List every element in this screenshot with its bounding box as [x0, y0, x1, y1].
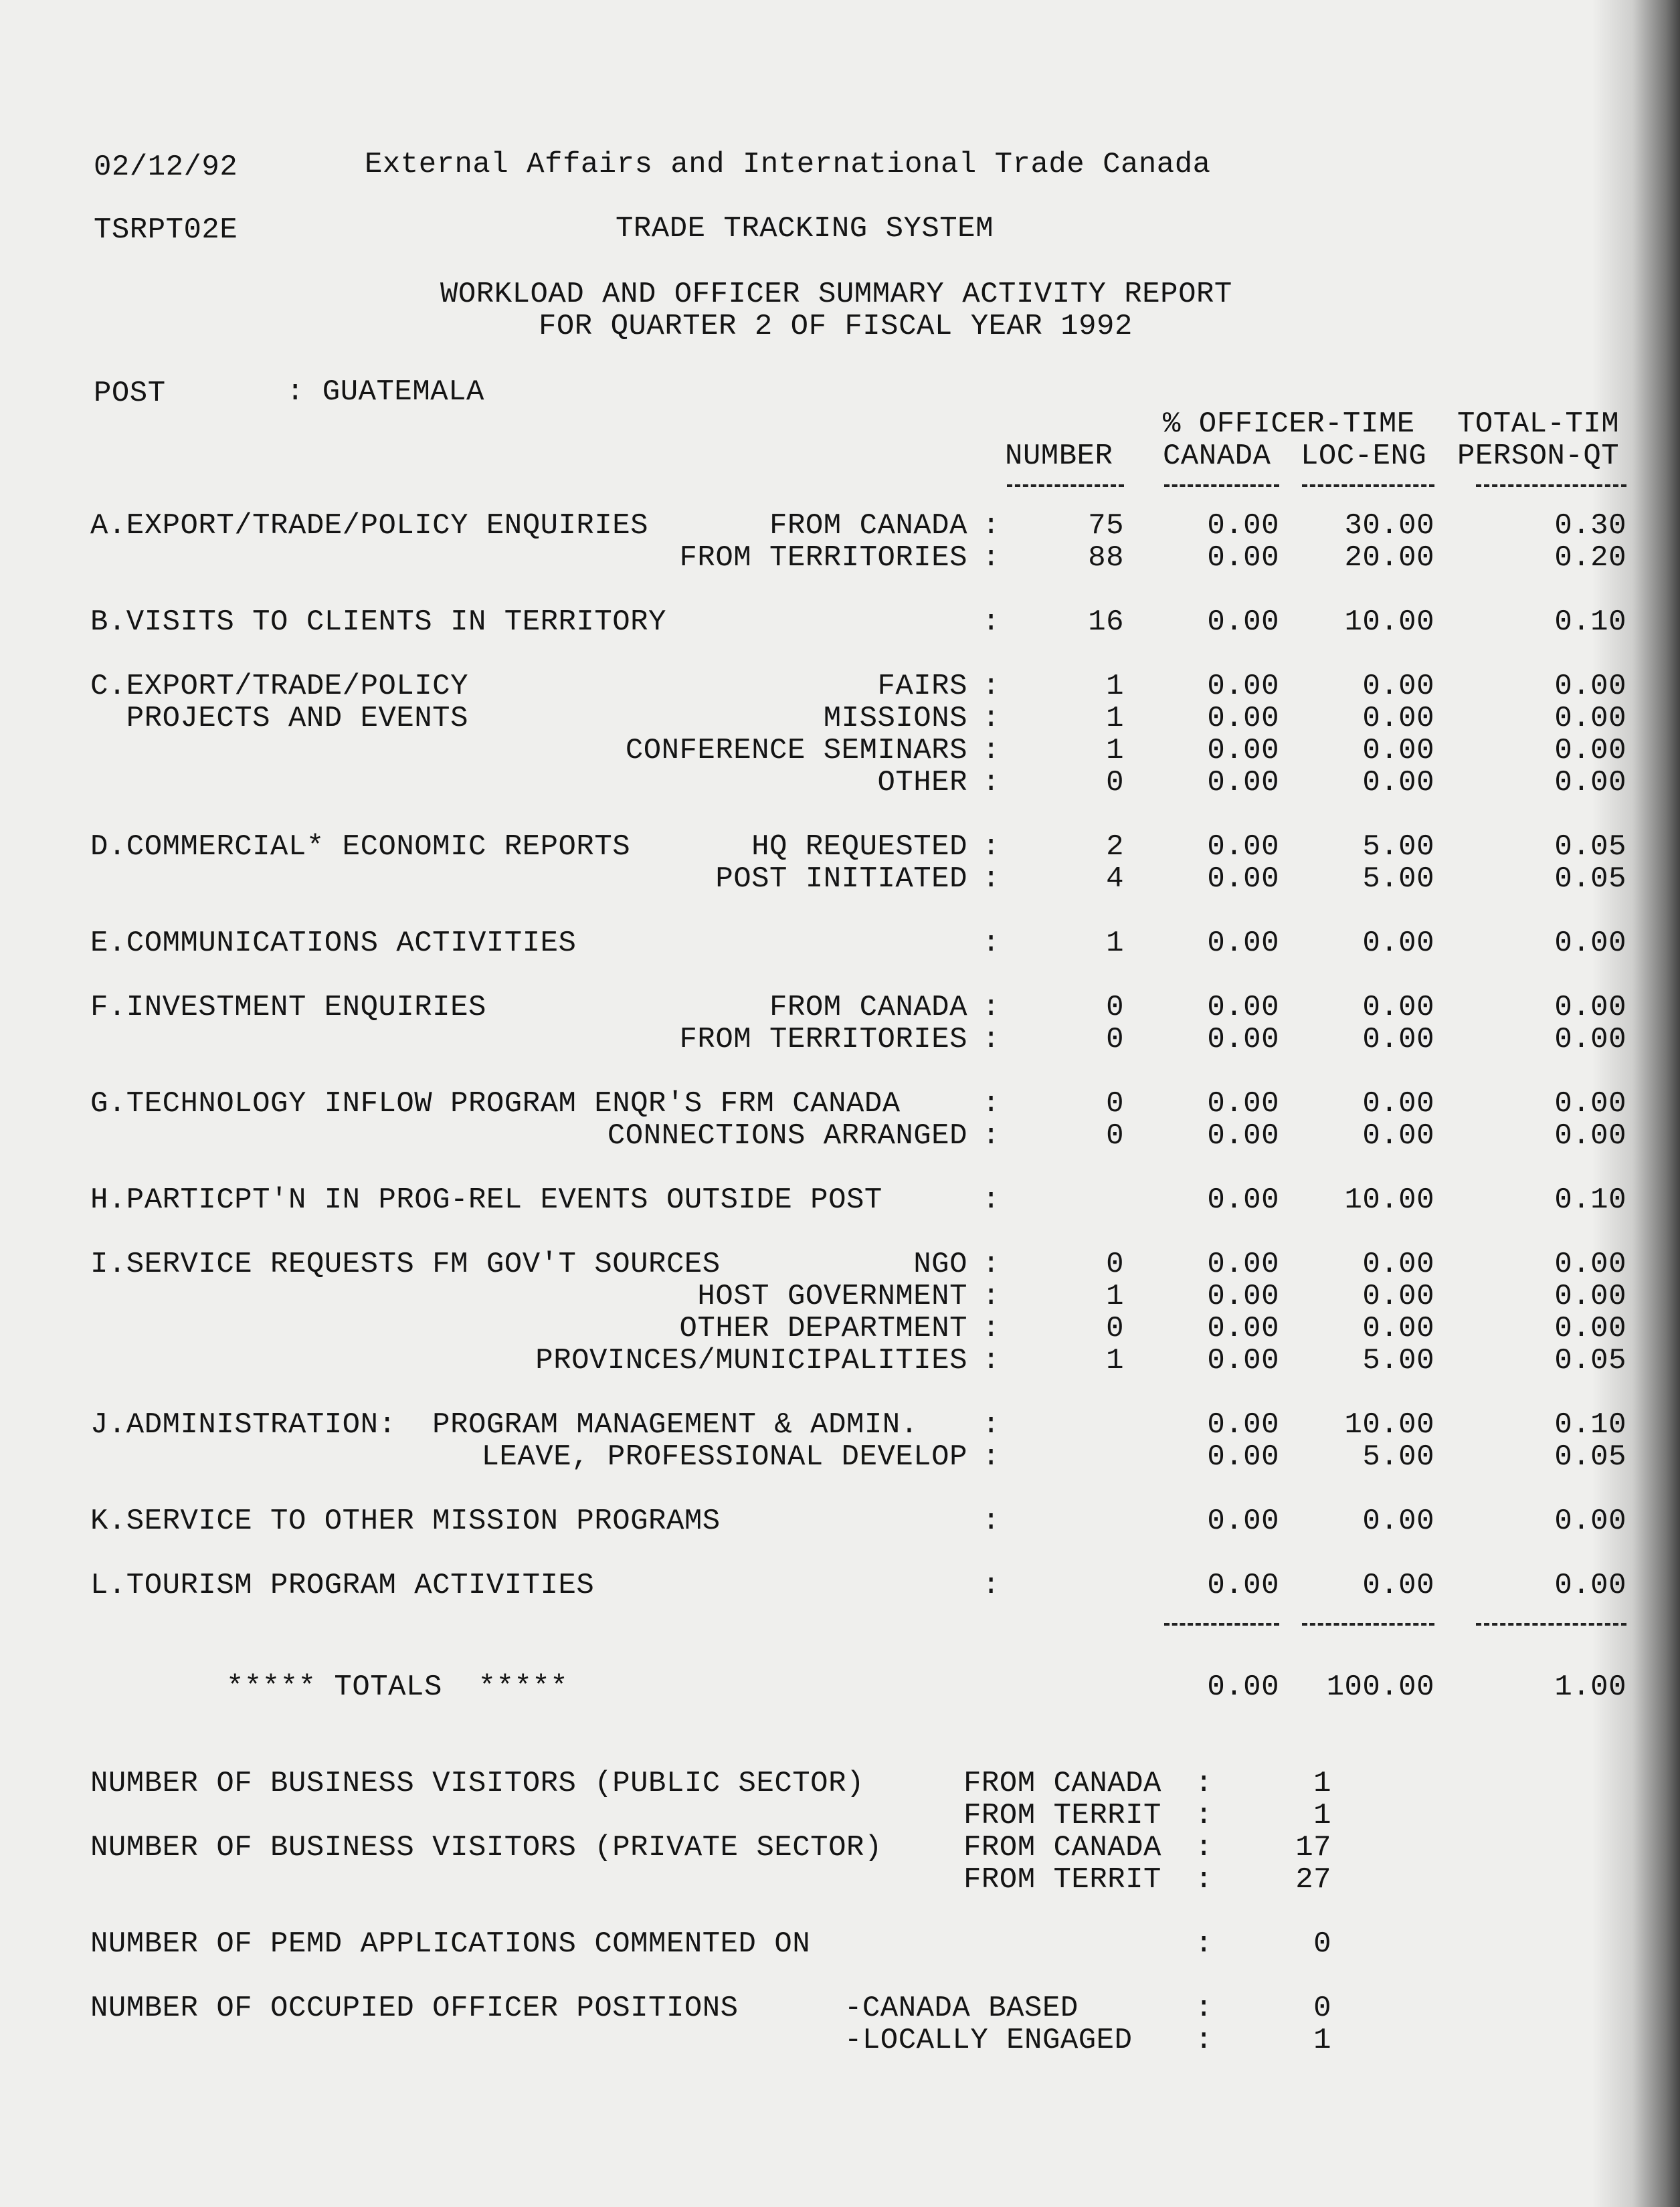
row-colon: : [982, 1023, 1000, 1056]
totals-label: ***** TOTALS ***** [226, 1670, 569, 1704]
row-number: 0 [1106, 766, 1124, 799]
row-colon: : [982, 1505, 1000, 1538]
row-sublabel: PROVINCES/MUNICIPALITIES [535, 1344, 967, 1377]
row-loc-eng: 0.00 [1362, 1119, 1434, 1153]
row-loc-eng: 0.00 [1362, 734, 1434, 767]
footer-value: 1 [1313, 1767, 1331, 1800]
row-person-qt: 0.00 [1554, 1280, 1626, 1313]
row-canada: 0.00 [1207, 509, 1279, 543]
row-person-qt: 0.00 [1554, 1248, 1626, 1281]
row-loc-eng: 0.00 [1362, 1505, 1434, 1538]
footer-colon: : [1195, 1927, 1213, 1961]
row-loc-eng: 0.00 [1362, 1312, 1434, 1345]
system-name: TRADE TRACKING SYSTEM [616, 212, 994, 246]
row-loc-eng: 5.00 [1362, 830, 1434, 864]
totals-separator [1302, 1623, 1434, 1626]
row-canada: 0.00 [1207, 1087, 1279, 1121]
row-sublabel: FROM CANADA [769, 509, 967, 543]
row-label: G.TECHNOLOGY INFLOW PROGRAM ENQR'S FRM CANADA [90, 1087, 901, 1121]
row-person-qt: 0.00 [1554, 1023, 1626, 1056]
row-person-qt: 0.00 [1554, 1569, 1626, 1602]
footer-value: 17 [1295, 1831, 1331, 1864]
row-sublabel: MISSIONS [823, 702, 967, 735]
footer-colon: : [1195, 1799, 1213, 1832]
row-loc-eng: 0.00 [1362, 1023, 1434, 1056]
row-label: L.TOURISM PROGRAM ACTIVITIES [90, 1569, 595, 1602]
column-separator [1007, 484, 1124, 487]
row-canada: 0.00 [1207, 1408, 1279, 1442]
row-canada: 0.00 [1207, 1119, 1279, 1153]
row-loc-eng: 0.00 [1362, 1569, 1434, 1602]
row-label: H.PARTICPT'N IN PROG-REL EVENTS OUTSIDE POST [90, 1183, 882, 1217]
report-title: WORKLOAD AND OFFICER SUMMARY ACTIVITY REPORT [440, 278, 1232, 311]
row-loc-eng: 0.00 [1362, 702, 1434, 735]
row-colon: : [982, 862, 1000, 896]
row-person-qt: 0.00 [1554, 1312, 1626, 1345]
row-label: K.SERVICE TO OTHER MISSION PROGRAMS [90, 1505, 721, 1538]
row-loc-eng: 30.00 [1344, 509, 1434, 543]
footer-colon: : [1195, 1767, 1213, 1800]
row-person-qt: 0.30 [1554, 509, 1626, 543]
footer-colon: : [1195, 2024, 1213, 2057]
post-value: : GUATEMALA [286, 375, 484, 409]
row-colon: : [982, 1119, 1000, 1153]
row-number: 0 [1106, 1023, 1124, 1056]
row-colon: : [982, 1280, 1000, 1313]
row-colon: : [982, 1087, 1000, 1121]
row-colon: : [982, 734, 1000, 767]
row-colon: : [982, 1344, 1000, 1377]
column-canada: CANADA [1163, 440, 1271, 473]
footer-value: 27 [1295, 1863, 1331, 1897]
row-person-qt: 0.10 [1554, 605, 1626, 639]
row-colon: : [982, 927, 1000, 960]
row-loc-eng: 10.00 [1344, 1183, 1434, 1217]
row-number: 75 [1088, 509, 1124, 543]
row-loc-eng: 5.00 [1362, 862, 1434, 896]
row-sublabel: CONNECTIONS ARRANGED [607, 1119, 967, 1153]
row-canada: 0.00 [1207, 766, 1279, 799]
row-sublabel: LEAVE, PROFESSIONAL DEVELOP [481, 1440, 967, 1474]
row-canada: 0.00 [1207, 702, 1279, 735]
row-number: 0 [1106, 991, 1124, 1024]
row-sublabel: OTHER [877, 766, 967, 799]
footer-colon: : [1195, 1863, 1213, 1897]
row-canada: 0.00 [1207, 734, 1279, 767]
footer-sublabel: -CANADA BASED [844, 1992, 1079, 2025]
row-number: 0 [1106, 1248, 1124, 1281]
totals-separator [1164, 1623, 1279, 1626]
row-colon: : [982, 1440, 1000, 1474]
row-sublabel: FROM TERRITORIES [679, 1023, 967, 1056]
row-label: C.EXPORT/TRADE/POLICY [90, 670, 468, 703]
row-person-qt: 0.10 [1554, 1183, 1626, 1217]
row-label: PROJECTS AND EVENTS [90, 702, 468, 735]
totals-person-qt: 1.00 [1554, 1670, 1626, 1704]
row-canada: 0.00 [1207, 1183, 1279, 1217]
row-colon: : [982, 991, 1000, 1024]
footer-sublabel: -LOCALLY ENGAGED [844, 2024, 1133, 2057]
row-sublabel: HQ REQUESTED [751, 830, 967, 864]
row-number: 1 [1106, 670, 1124, 703]
row-person-qt: 0.05 [1554, 1344, 1626, 1377]
column-number: NUMBER [1005, 440, 1113, 473]
row-canada: 0.00 [1207, 1023, 1279, 1056]
column-separator [1476, 484, 1626, 487]
row-colon: : [982, 1408, 1000, 1442]
row-colon: : [982, 605, 1000, 639]
row-sublabel: OTHER DEPARTMENT [679, 1312, 967, 1345]
report-id: TSRPT02E [94, 213, 238, 247]
row-person-qt: 0.00 [1554, 734, 1626, 767]
row-number: 1 [1106, 1280, 1124, 1313]
footer-sublabel: FROM TERRIT [963, 1799, 1161, 1832]
footer-label: NUMBER OF PEMD APPLICATIONS COMMENTED ON [90, 1927, 811, 1961]
footer-value: 0 [1313, 1992, 1331, 2025]
row-sublabel: HOST GOVERNMENT [697, 1280, 967, 1313]
row-person-qt: 0.00 [1554, 991, 1626, 1024]
row-person-qt: 0.05 [1554, 862, 1626, 896]
row-person-qt: 0.05 [1554, 830, 1626, 864]
footer-label: NUMBER OF OCCUPIED OFFICER POSITIONS [90, 1992, 739, 2025]
row-number: 2 [1106, 830, 1124, 864]
row-label: J.ADMINISTRATION: PROGRAM MANAGEMENT & ADMIN. [90, 1408, 919, 1442]
row-canada: 0.00 [1207, 670, 1279, 703]
row-number: 16 [1088, 605, 1124, 639]
row-canada: 0.00 [1207, 862, 1279, 896]
row-sublabel: FAIRS [877, 670, 967, 703]
footer-value: 0 [1313, 1927, 1331, 1961]
row-loc-eng: 0.00 [1362, 927, 1434, 960]
footer-sublabel: FROM CANADA [963, 1831, 1161, 1864]
footer-label: NUMBER OF BUSINESS VISITORS (PRIVATE SECTOR) [90, 1831, 882, 1864]
row-canada: 0.00 [1207, 927, 1279, 960]
row-loc-eng: 0.00 [1362, 670, 1434, 703]
row-loc-eng: 0.00 [1362, 1087, 1434, 1121]
row-number: 0 [1106, 1312, 1124, 1345]
row-canada: 0.00 [1207, 1505, 1279, 1538]
row-sublabel: FROM CANADA [769, 991, 967, 1024]
row-number: 4 [1106, 862, 1124, 896]
row-canada: 0.00 [1207, 1280, 1279, 1313]
row-loc-eng: 0.00 [1362, 1248, 1434, 1281]
row-person-qt: 0.20 [1554, 541, 1626, 575]
row-person-qt: 0.00 [1554, 1119, 1626, 1153]
row-colon: : [982, 702, 1000, 735]
column-group-total-time: TOTAL-TIM [1457, 407, 1620, 441]
row-loc-eng: 20.00 [1344, 541, 1434, 575]
row-loc-eng: 0.00 [1362, 991, 1434, 1024]
footer-value: 1 [1313, 1799, 1331, 1832]
row-colon: : [982, 1183, 1000, 1217]
row-loc-eng: 0.00 [1362, 766, 1434, 799]
column-separator [1302, 484, 1434, 487]
row-canada: 0.00 [1207, 541, 1279, 575]
column-group-officer-time: % OFFICER-TIME [1163, 407, 1415, 441]
organization-name: External Affairs and International Trade Canada [365, 148, 1211, 181]
row-number: 1 [1106, 927, 1124, 960]
row-canada: 0.00 [1207, 1440, 1279, 1474]
footer-label: NUMBER OF BUSINESS VISITORS (PUBLIC SECTOR) [90, 1767, 864, 1800]
row-canada: 0.00 [1207, 605, 1279, 639]
row-number: 1 [1106, 1344, 1124, 1377]
row-canada: 0.00 [1207, 1312, 1279, 1345]
row-colon: : [982, 1248, 1000, 1281]
row-sublabel: POST INITIATED [715, 862, 967, 896]
row-colon: : [982, 541, 1000, 575]
row-person-qt: 0.00 [1554, 670, 1626, 703]
row-loc-eng: 5.00 [1362, 1344, 1434, 1377]
footer-sublabel: FROM CANADA [963, 1767, 1161, 1800]
row-colon: : [982, 1312, 1000, 1345]
report-subtitle: FOR QUARTER 2 OF FISCAL YEAR 1992 [539, 310, 1133, 343]
row-canada: 0.00 [1207, 1569, 1279, 1602]
row-colon: : [982, 509, 1000, 543]
column-loc-eng: LOC-ENG [1301, 440, 1427, 473]
row-label: A.EXPORT/TRADE/POLICY ENQUIRIES [90, 509, 649, 543]
row-person-qt: 0.00 [1554, 1505, 1626, 1538]
row-person-qt: 0.00 [1554, 702, 1626, 735]
row-colon: : [982, 1569, 1000, 1602]
row-canada: 0.00 [1207, 1344, 1279, 1377]
row-number: 1 [1106, 702, 1124, 735]
footer-colon: : [1195, 1831, 1213, 1864]
report-date: 02/12/92 [94, 151, 238, 184]
row-loc-eng: 0.00 [1362, 1280, 1434, 1313]
row-canada: 0.00 [1207, 991, 1279, 1024]
row-label: E.COMMUNICATIONS ACTIVITIES [90, 927, 577, 960]
row-loc-eng: 10.00 [1344, 1408, 1434, 1442]
row-colon: : [982, 830, 1000, 864]
row-sublabel: FROM TERRITORIES [679, 541, 967, 575]
row-loc-eng: 5.00 [1362, 1440, 1434, 1474]
column-person-qt: PERSON-QT [1457, 440, 1620, 473]
row-label: B.VISITS TO CLIENTS IN TERRITORY [90, 605, 666, 639]
row-sublabel: NGO [913, 1248, 967, 1281]
row-colon: : [982, 766, 1000, 799]
row-person-qt: 0.00 [1554, 766, 1626, 799]
row-person-qt: 0.05 [1554, 1440, 1626, 1474]
post-label: POST [94, 377, 166, 410]
row-colon: : [982, 670, 1000, 703]
row-person-qt: 0.00 [1554, 927, 1626, 960]
totals-canada: 0.00 [1207, 1670, 1279, 1704]
row-label: I.SERVICE REQUESTS FM GOV'T SOURCES [90, 1248, 721, 1281]
column-separator [1164, 484, 1279, 487]
footer-sublabel: FROM TERRIT [963, 1863, 1161, 1897]
footer-colon: : [1195, 1992, 1213, 2025]
row-sublabel: CONFERENCE SEMINARS [625, 734, 967, 767]
footer-value: 1 [1313, 2024, 1331, 2057]
row-canada: 0.00 [1207, 830, 1279, 864]
row-loc-eng: 10.00 [1344, 605, 1434, 639]
row-canada: 0.00 [1207, 1248, 1279, 1281]
totals-separator [1476, 1623, 1626, 1626]
totals-loc-eng: 100.00 [1326, 1670, 1434, 1704]
row-number: 0 [1106, 1087, 1124, 1121]
row-number: 1 [1106, 734, 1124, 767]
row-label: D.COMMERCIAL* ECONOMIC REPORTS [90, 830, 631, 864]
row-number: 88 [1088, 541, 1124, 575]
row-person-qt: 0.10 [1554, 1408, 1626, 1442]
row-label: F.INVESTMENT ENQUIRIES [90, 991, 486, 1024]
row-number: 0 [1106, 1119, 1124, 1153]
row-person-qt: 0.00 [1554, 1087, 1626, 1121]
